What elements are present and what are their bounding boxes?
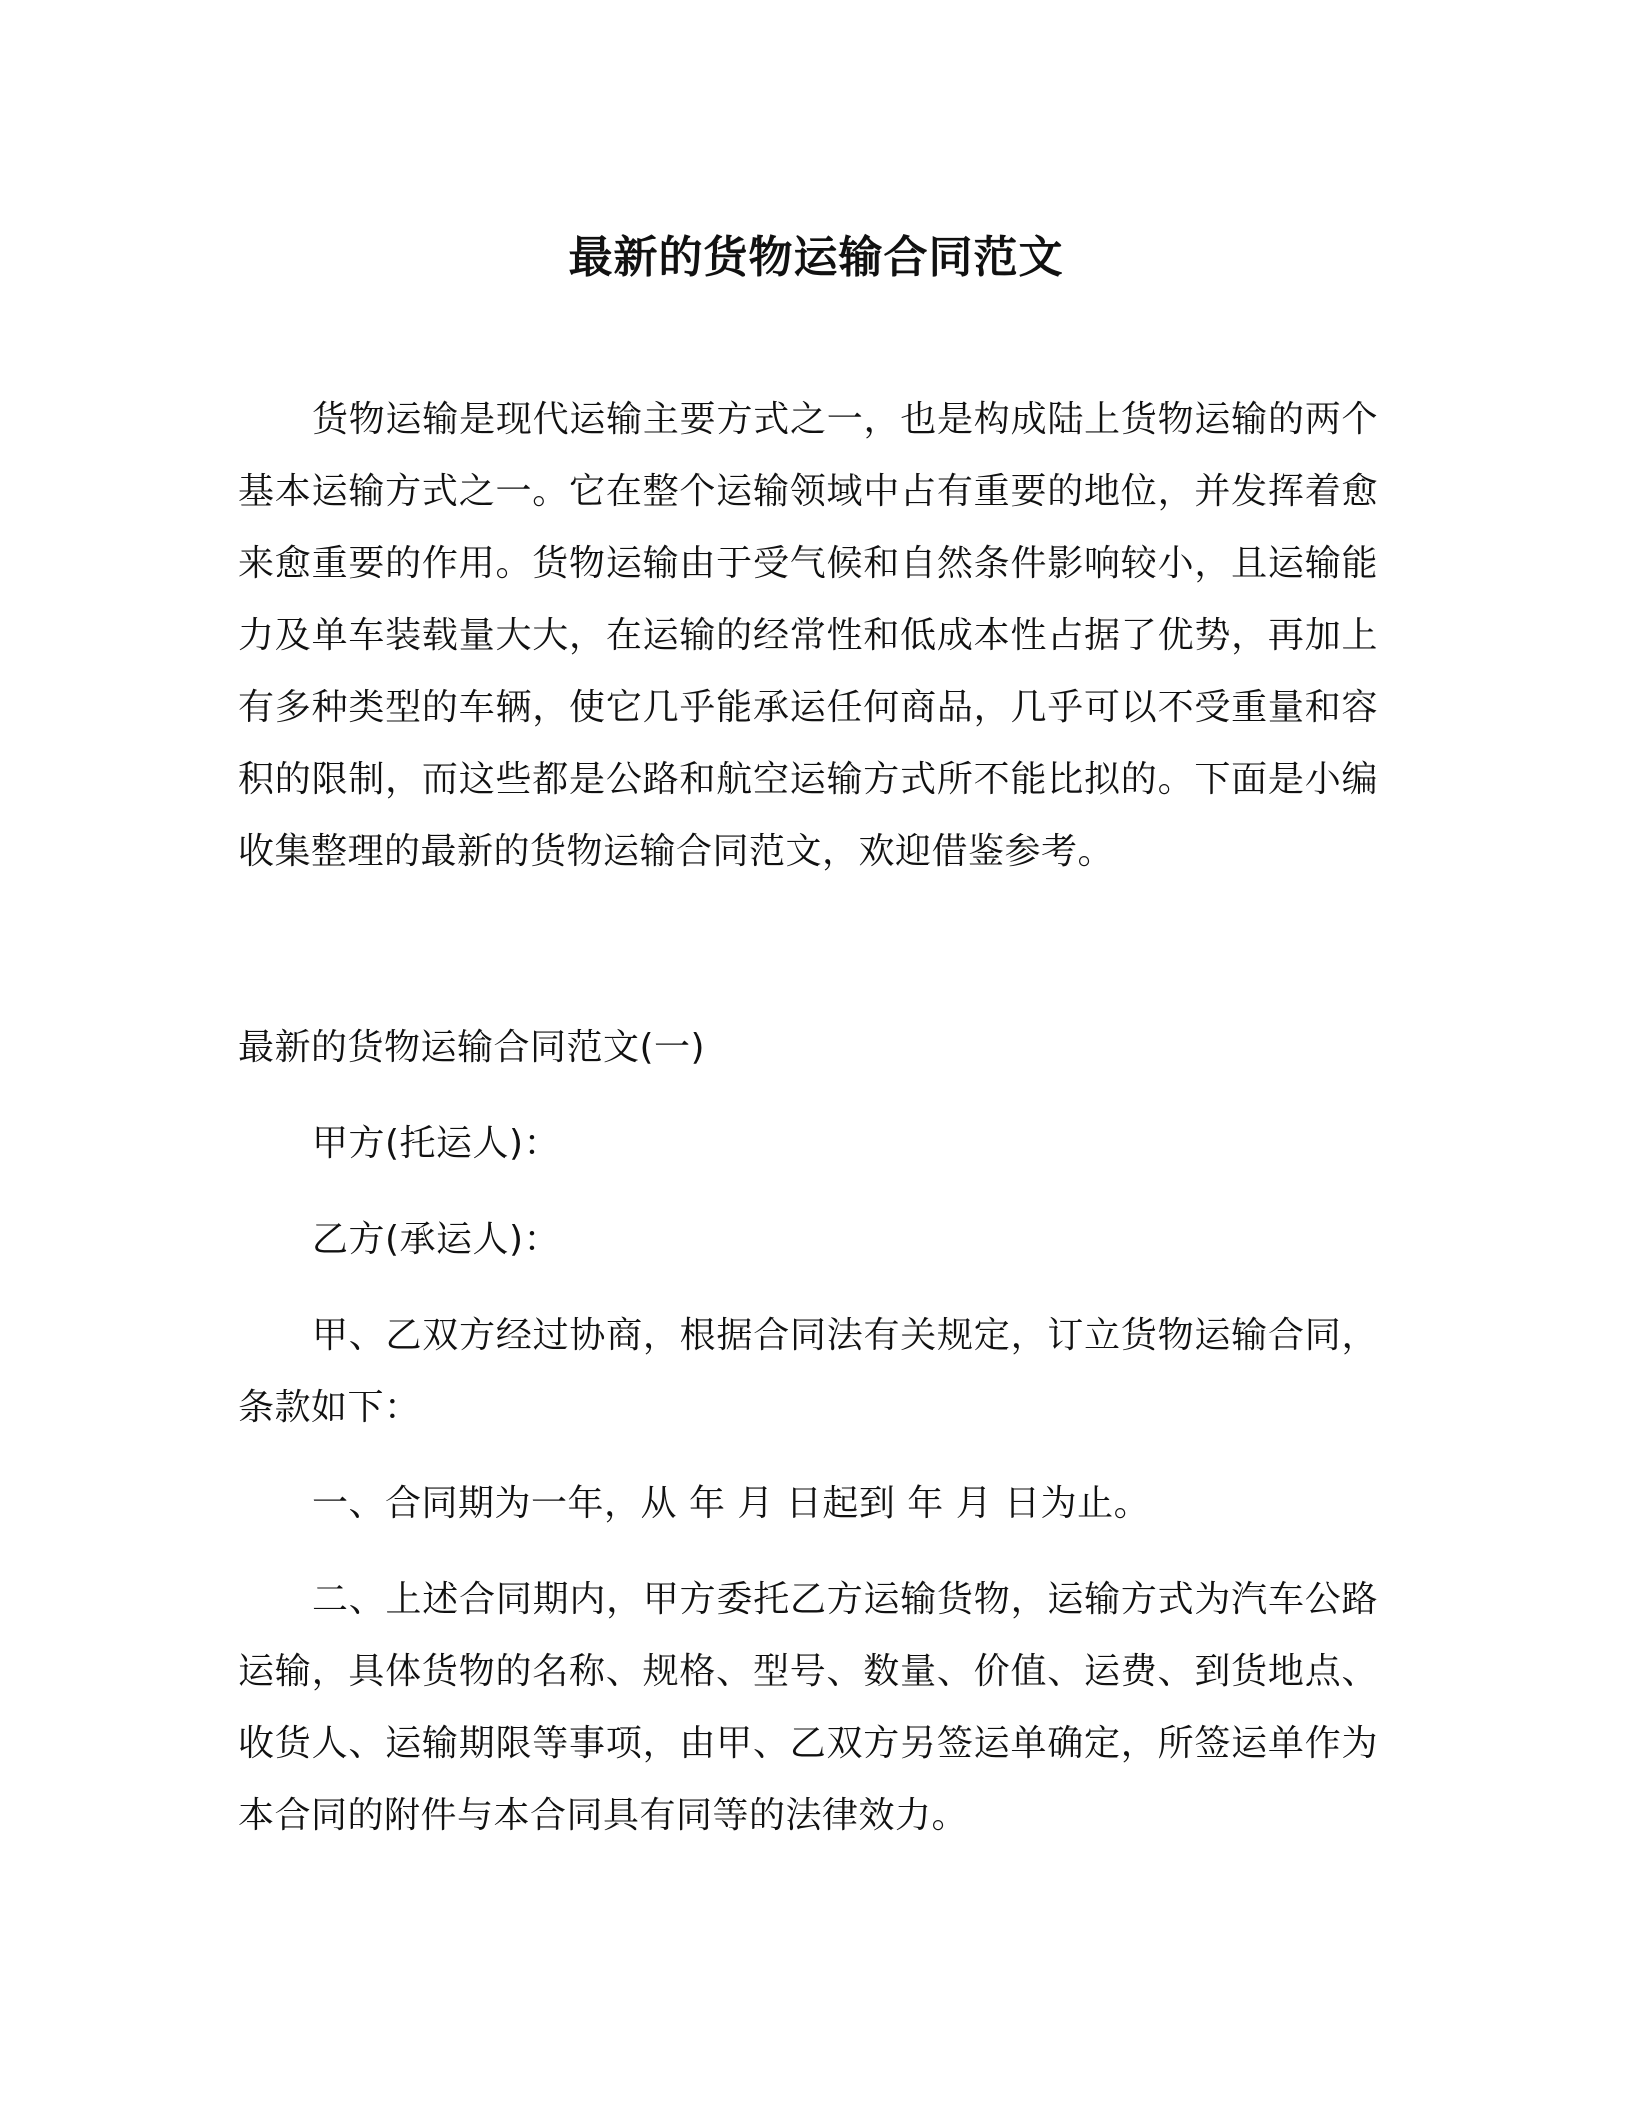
party-b-line: 乙方(承运人)： bbox=[312, 1219, 561, 1260]
document-title: 最新的货物运输合同范文 bbox=[568, 232, 1064, 283]
section-heading: 最新的货物运输合同范文(一) bbox=[238, 1027, 706, 1068]
clause-1-paragraph: 一、合同期为一年，从 年 月 日起到 年 月 日为止。 bbox=[312, 1483, 1151, 1524]
intro-paragraph: 货物运输是现代运输主要方式之一，也是构成陆上货物运输的两个基本运输方式之一。它在整个运输领域中占有重要的地位，并发挥着愈来愈重要的作用。货物运输由于受气候和自然条件影响较小，且运输能力及单车装载量大大，在运输的经常性和低成本性占据了优势，再加上有多种类型的车辆，使它几乎能承运任何商品，几乎可以不受重量和容积的限制，而这些都是公路和航空运输方式所不能比拟的。下面是小编收集整理的最新的货物运输合同范文，欢迎借鉴参考。 bbox=[238, 399, 1378, 872]
party-a-line: 甲方(托运人)： bbox=[312, 1123, 561, 1164]
clause-2-paragraph: 二、上述合同期内，甲方委托乙方运输货物，运输方式为汽车公路运输，具体货物的名称、规格、型号、数量、价值、运费、到货地点、收货人、运输期限等事项，由甲、乙双方另签运单确定，所签运单作为本合同的附件与本合同具有同等的法律效力。 bbox=[238, 1579, 1378, 1836]
agreement-paragraph: 甲、乙双方经过协商，根据合同法有关规定，订立货物运输合同，条款如下： bbox=[238, 1315, 1378, 1428]
